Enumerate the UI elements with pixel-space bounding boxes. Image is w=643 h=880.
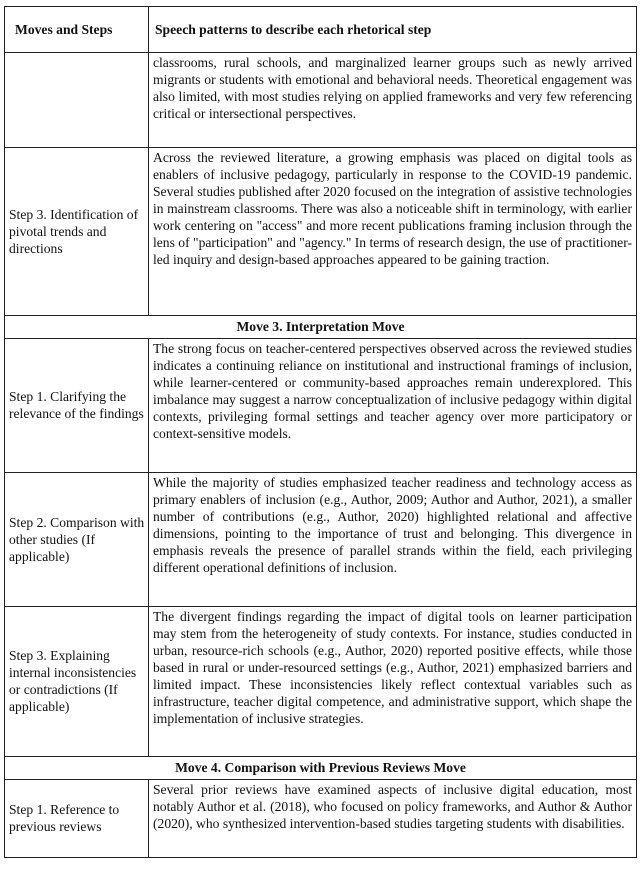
- step-description: The divergent findings regarding the impact of digital tools on learner participation may stem from the heterogeneity of study contexts. For instance, studies conducted in urban, resource-rich schools (e.g., Author, 2020) reported positive effects, while those based in rural or under-resourced settings (e.g., Author, 2021) emphasized barriers and limited impact. These inconsistencies likely reflect contextual variables such as infrastructure, teacher digital competence, and administrative support, which shape the implementation of inclusive strategies.: [149, 607, 637, 757]
- step-label: Step 3. Explaining internal inconsistencies or contradictions (If applicable): [5, 607, 149, 757]
- table-row: [5, 53, 637, 148]
- table-row: [5, 473, 637, 607]
- header-speech-patterns: Speech patterns to describe each rhetorical step: [149, 7, 637, 53]
- table-row: [5, 339, 637, 473]
- step-description: Several prior reviews have examined aspects of inclusive digital education, most notably Author et al. (2018), who focused on policy frameworks, and Author & Author (2020), who synthesized intervention-based studies targeting students with disabilities.: [149, 780, 637, 858]
- step-description: Across the reviewed literature, a growing emphasis was placed on digital tools as enablers of inclusive pedagogy, particularly in response to the COVID-19 pandemic. Several studies published after 2020 focused on the integration of assistive technologies in mainstream classrooms. There was also a noticeable shift in terminology, with earlier work centering on "access" and more recent publications framing inclusion through the lens of "participation" and "agency." In terms of research design, the use of practitioner-led inquiry and design-based approaches appeared to be gaining traction.: [149, 148, 637, 316]
- step-description: The strong focus on teacher-centered perspectives observed across the reviewed studies indicates a continuing reliance on institutional and instructional framings of inclusion, while learner-centered or community-based approaches remain underexplored. This imbalance may suggest a narrow conceptualization of inclusive pedagogy within digital contexts, privileging formal settings and teacher agency over more participatory or context-sensitive models.: [149, 339, 637, 473]
- table-header-row: [5, 7, 637, 53]
- move-4-title: Move 4. Comparison with Previous Reviews Move: [5, 757, 637, 780]
- table-row: [5, 607, 637, 757]
- step-label: Step 1. Reference to previous reviews: [5, 780, 149, 858]
- header-moves-and-steps: Moves and Steps: [5, 7, 149, 53]
- step-label: Step 3. Identification of pivotal trends and directions: [5, 148, 149, 316]
- step-description: While the majority of studies emphasized teacher readiness and technology access as primary enablers of inclusion (e.g., Author, 2009; Author and Author, 2021), a smaller number of contributions (e.g., Author, 2020) highlighted relational and affective dimensions, pointing to the importance of trust and belonging. This divergence in emphasis reveals the presence of parallel strands within the field, each privileging different operational definitions of inclusion.: [149, 473, 637, 607]
- step-label: [5, 53, 149, 148]
- step-label: Step 2. Comparison with other studies (If applicable): [5, 473, 149, 607]
- step-label: Step 1. Clarifying the relevance of the findings: [5, 339, 149, 473]
- table-row: [5, 780, 637, 858]
- table-row: [5, 148, 637, 316]
- move-3-title: Move 3. Interpretation Move: [5, 316, 637, 339]
- rhetorical-moves-table: [4, 6, 637, 858]
- move-heading-row: [5, 757, 637, 780]
- step-description: classrooms, rural schools, and marginalized learner groups such as newly arrived migrants or students with emotional and behavioral needs. Theoretical engagement was also limited, with most studies relying on applied frameworks and very few referencing critical or intersectional perspectives.: [149, 53, 637, 148]
- move-heading-row: [5, 316, 637, 339]
